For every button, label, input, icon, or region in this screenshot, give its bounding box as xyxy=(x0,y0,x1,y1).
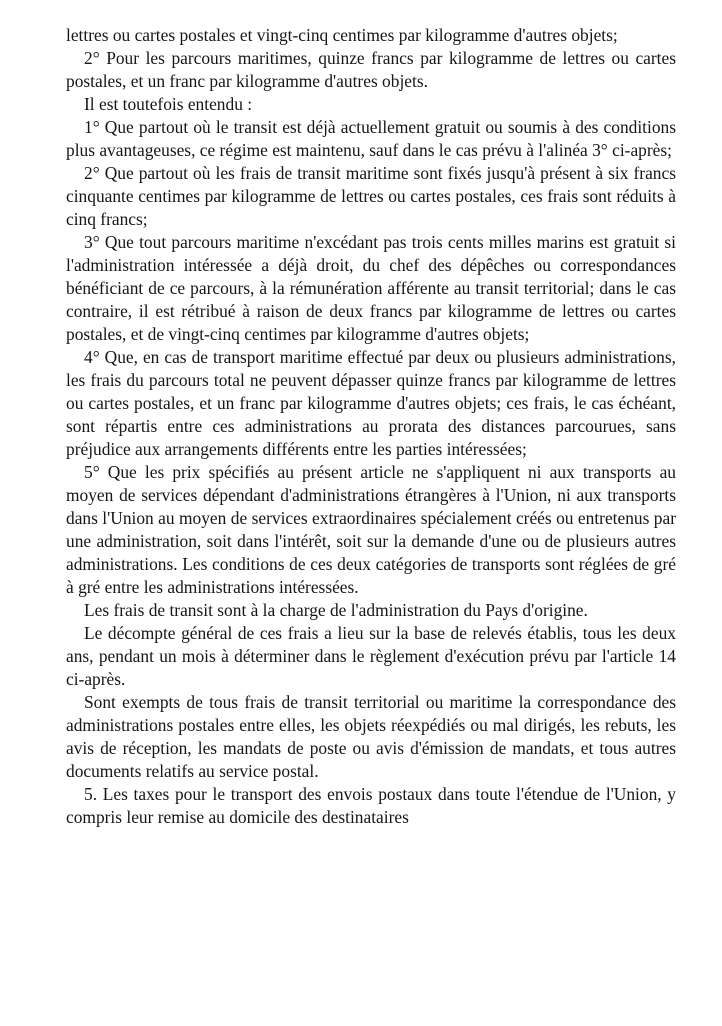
document-page xyxy=(66,24,676,829)
paragraph: Les frais de transit sont à la charge de l'administration du Pays d'origine. xyxy=(84,600,588,620)
paragraph: 5° Que les prix spécifiés au présent article ne s'appliquent ni aux transports au moyen de services dépendant d'administrations étrangères à l'Union, ni aux transports dans l'Union au moyen de services extraordinaires spécialement créés ou entretenus par une administration, soit dans l'intérêt, soit sur la demande d'une ou de plusieurs autres administrations. Les conditions de ces deux catégories de transports sont réglées de gré à gré entre les administrations intéressées. xyxy=(66,462,676,597)
paragraph: Le décompte général de ces frais a lieu sur la base de relevés établis, tous les deux ans, pendant un mois à déterminer dans le règlement d'exécution prévu par l'article 14 ci-après. xyxy=(66,623,676,689)
paragraph: 2° Que partout où les frais de transit maritime sont fixés jusqu'à présent à six francs cinquante centimes par kilogramme de lettres ou cartes postales, ces frais sont réduits à cinq francs; xyxy=(66,163,676,229)
paragraph: 3° Que tout parcours maritime n'excédant pas trois cents milles marins est gratuit si l'administration intéressée a déjà droit, du chef des dépêches ou correspondances bénéficiant de ce parcours, à la rémunération afférente au transit territorial; dans le cas contraire, il est rétribué à raison de deux francs par kilogramme de lettres ou cartes postales, et de vingt-cinq centimes par kilogramme d'autres objets; xyxy=(66,232,676,344)
paragraph: lettres ou cartes postales et vingt-cinq centimes par kilogramme d'autres objets; xyxy=(66,25,618,45)
paragraph: Il est toutefois entendu : xyxy=(84,94,253,114)
paragraph: 5. Les taxes pour le transport des envois postaux dans toute l'étendue de l'Union, y compris leur remise au domicile des destinataires xyxy=(66,784,676,827)
paragraph: Sont exempts de tous frais de transit territorial ou maritime la correspondance des administrations postales entre elles, les objets réexpédiés ou mal dirigés, les rebuts, les avis de réception, les mandats de poste ou avis d'émission de mandats, et tous autres documents relatifs au service postal. xyxy=(66,692,676,781)
paragraph: 4° Que, en cas de transport maritime effectué par deux ou plusieurs administrations, les frais du parcours total ne peuvent dépasser quinze francs par kilogramme de lettres ou cartes postales, et un franc par kilogramme d'autres objets; ces frais, le cas échéant, sont répartis entre ces administrations au prorata des distances parcourues, sans préjudice aux arrangements différents entre les parties intéressées; xyxy=(66,347,676,459)
paragraph: 1° Que partout où le transit est déjà actuellement gratuit ou soumis à des conditions plus avantageuses, ce régime est maintenu, sauf dans le cas prévu à l'alinéa 3° ci-après; xyxy=(66,117,676,160)
paragraph: 2° Pour les parcours maritimes, quinze francs par kilogramme de lettres ou cartes postales, et un franc par kilogramme d'autres objets. xyxy=(66,48,676,91)
